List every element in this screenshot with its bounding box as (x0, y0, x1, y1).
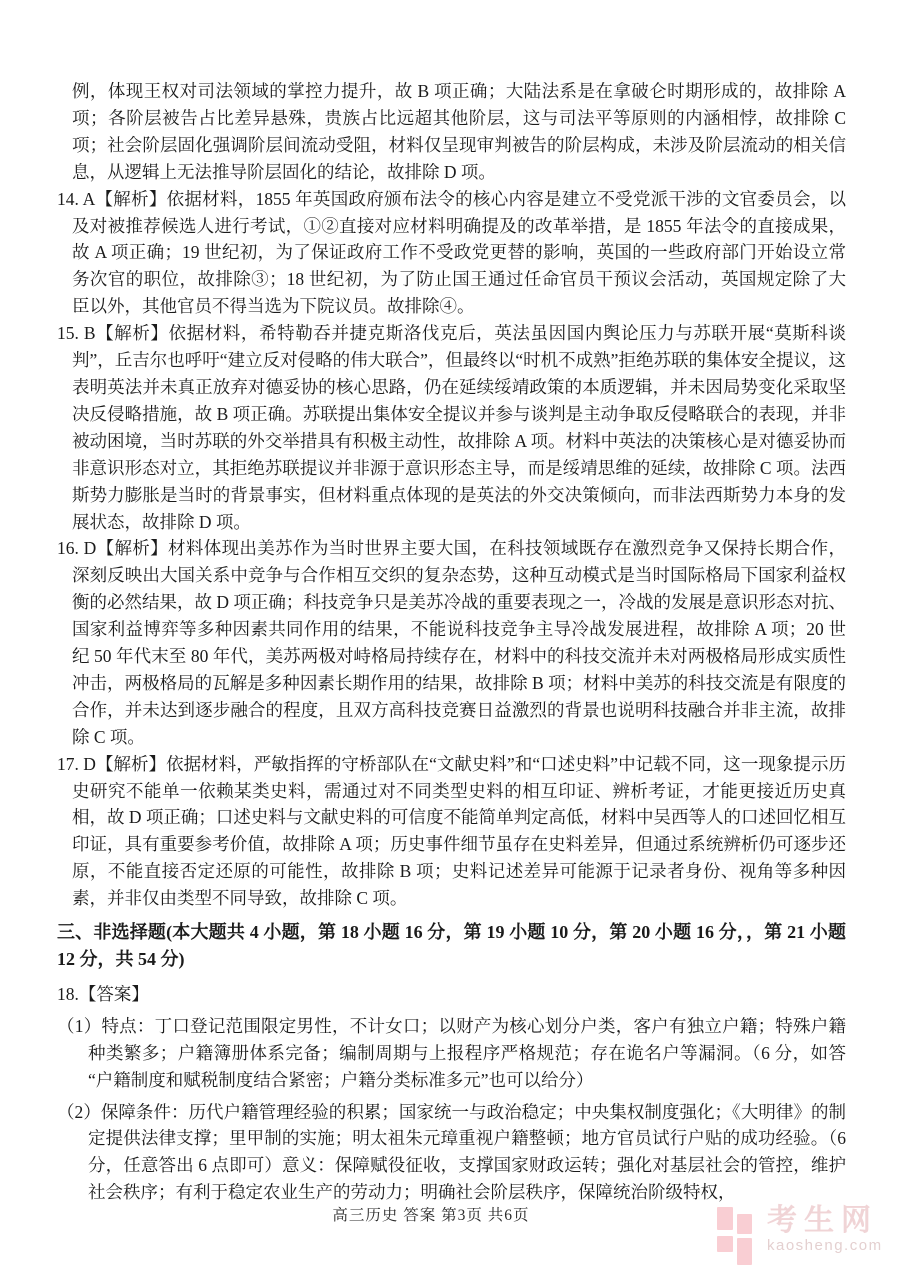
explanation-tag: 【解析】 (96, 538, 169, 559)
sub-question-1-answer-text: 特点：丁口登记范围限定男性，不计女口；以财产为核心划分户类，客户有独立户籍；特殊户籍种类繁多；户籍簿册体系完备；编制周期与上报程序严格规范；存在诡名户等漏洞。（6 分，如答“户籍制度和赋税制度结合紧密；户籍分类标准多元”也可以给分） (88, 1015, 847, 1090)
section-header-non-multiple-choice (57, 919, 846, 973)
watermark-text (767, 1205, 883, 1255)
answer-item-14 (57, 186, 846, 321)
explanation-tag: 【解析】 (95, 188, 167, 209)
item-14-number-answer: 14. A (57, 188, 96, 209)
item-16-explanation-text: 材料体现出美苏作为当时世界主要大国，在科技领域既存在激烈竞争又保持长期合作，深刻反映出大国关系中竞争与合作相互交织的复杂态势，这种互动模式是当时国际格局下国家利益权衡的必然结果，故 D 项正确；科技竞争只是美苏冷战的重要表现之一，冷战的发展是意识形态对抗、国家利益博弈等多种因素共同作用的结果，不能说科技竞争主导冷战发展进程，故排除 A 项；20 世纪 50 年代末至 80 年代，美苏两极对峙格局持续存在，材料中的科技交流并未对两极格局形成实质性冲击，两极格局的瓦解是多种因素长期作用的结果，故排除 B 项；材料中美苏的科技交流是有限度的合作，并未达到逐步融合的程度，且双方高科技竞赛日益激烈的背景也说明科技融合并非主流，故排除 C 项。 (72, 538, 847, 747)
item-14-explanation-text: 依据材料，1855 年英国政府颁布法令的核心内容是建立不受党派干涉的文官委员会，以及对被推荐候选人进行考试，①②直接对应材料明确提及的改革举措，是 1855 年法令的直接成果，故 A 项正确；19 世纪初，为了保证政府工作不受政党更替的影响，英国的一些政府部门开始设立常务次官的职位，故排除③；18 世纪初，为了防止国王通过任命官员干预议会活动，英国规定除了大臣以外，其他官员不得当选为下院议员。故排除④。 (72, 188, 846, 317)
item-16-number-answer: 16. D (57, 538, 97, 559)
footer-text: 高三历史 答案 第3页 共6页 (332, 1207, 530, 1224)
item-15-explanation-text: 依据材料，希特勒吞并捷克斯洛伐克后，英法虽因国内舆论压力与苏联开展“莫斯科谈判”，丘吉尔也呼吁“建立反对侵略的伟大联合”，但最终以“时机不成熟”拒绝苏联的集体安全提议，这表明英法并未真正放弃对德妥协的核心思路，仍在延续绥靖政策的本质逻辑，并未因局势变化采取坚决反侵略措施，故 B 项正确。苏联提出集体安全提议并参与谈判是主动争取反侵略联合的表现，并非被动困境，当时苏联的外交举措具有积极主动性，故排除 A 项。材料中英法的决策核心是对德妥协而非意识形态对立，其拒绝苏联提议并非源于意识形态主导，而是绥靖思维的延续，故排除 C 项。法西斯势力膨胀是当时的背景事实，但材料重点体现的是英法的外交决策倾向，而非法西斯势力本身的发展状态，故排除 D 项。 (72, 323, 846, 532)
kaosheng-logo-icon (717, 1205, 755, 1265)
item-18-sub-question-1 (57, 1013, 846, 1094)
explanation-tag: 【解析】 (95, 323, 169, 344)
sub-question-2-number: （2） (57, 1101, 101, 1122)
item-17-explanation-text: 依据材料，严敏指挥的守桥部队在“文献史料”和“口述史料”中记载不同，这一现象提示历史研究不能单一依赖某类史料，需通过对不同类型史料的相互印证、辨析考证，才能更接近历史真相，故 D 项正确；口述史料与文献史料的可信度不能简单判定高低，材料中吴西等人的口述回忆相互印证，具有重要参考价值，故排除 A 项；历史事件细节虽存在史料差异，但通过系统辨析仍可逐步还原，不能直接否定还原的可能性，故排除 B 项；史料记述差异可能源于记录者身份、视角等多种因素，并非仅由类型不同导致，故排除 C 项。 (72, 753, 846, 909)
item-15-number-answer: 15. B (57, 323, 96, 344)
explanation-tag: 【解析】 (95, 753, 167, 774)
item-13-continuation-text: 例，体现王权对司法领域的掌控力提升，故 B 项正确；大陆法系是在拿破仑时期形成的，故排除 A 项；各阶层被告占比差异悬殊，贵族占比远超其他阶层，这与司法平等原则的内涵相悖，故排除 C 项；社会阶层固化强调阶层间流动受阻，材料仅呈现审判被告的阶层构成，未涉及阶层流动的相关信息，从逻辑上无法推导阶层固化的结论，故排除 D 项。 (72, 81, 846, 182)
answer-item-16 (57, 535, 846, 750)
item-18-sub-question-2 (57, 1099, 846, 1207)
item-13-continuation (57, 78, 846, 186)
section-header-text: 三、非选择题(本大题共 4 小题，第 18 小题 16 分，第 19 小题 10 分，第 20 小题 16 分，，第 21 小题 12 分，共 54 分) (57, 922, 846, 969)
kaosheng-watermark (717, 1205, 883, 1265)
answer-item-18-header (57, 981, 846, 1008)
answer-tag: 【答案】 (78, 983, 149, 1004)
item-17-number-answer: 17. D (57, 753, 96, 774)
item-18-number: 18. (57, 983, 79, 1004)
answer-content (57, 78, 846, 1206)
answer-item-17 (57, 751, 846, 912)
watermark-site-name: 考生网 (767, 1204, 878, 1237)
sub-question-2-answer-text: 保障条件：历代户籍管理经验的积累；国家统一与政治稳定；中央集权制度强化；《大明律》的制定提供法律支撑；里甲制的实施；明太祖朱元璋重视户籍整顿；地方官员试行户贴的成功经验。（6 分，任意答出 6 点即可）意义：保障赋役征收，支撑国家财政运转；强化对基层社会的管控，维护社会秩序；有利于稳定农业生产的劳动力；明确社会阶层秩序，保障统治阶级特权， (88, 1101, 847, 1203)
sub-question-1-number: （1） (57, 1015, 102, 1036)
answer-item-15 (57, 320, 846, 535)
watermark-site-url: kaosheng.com (767, 1237, 883, 1254)
